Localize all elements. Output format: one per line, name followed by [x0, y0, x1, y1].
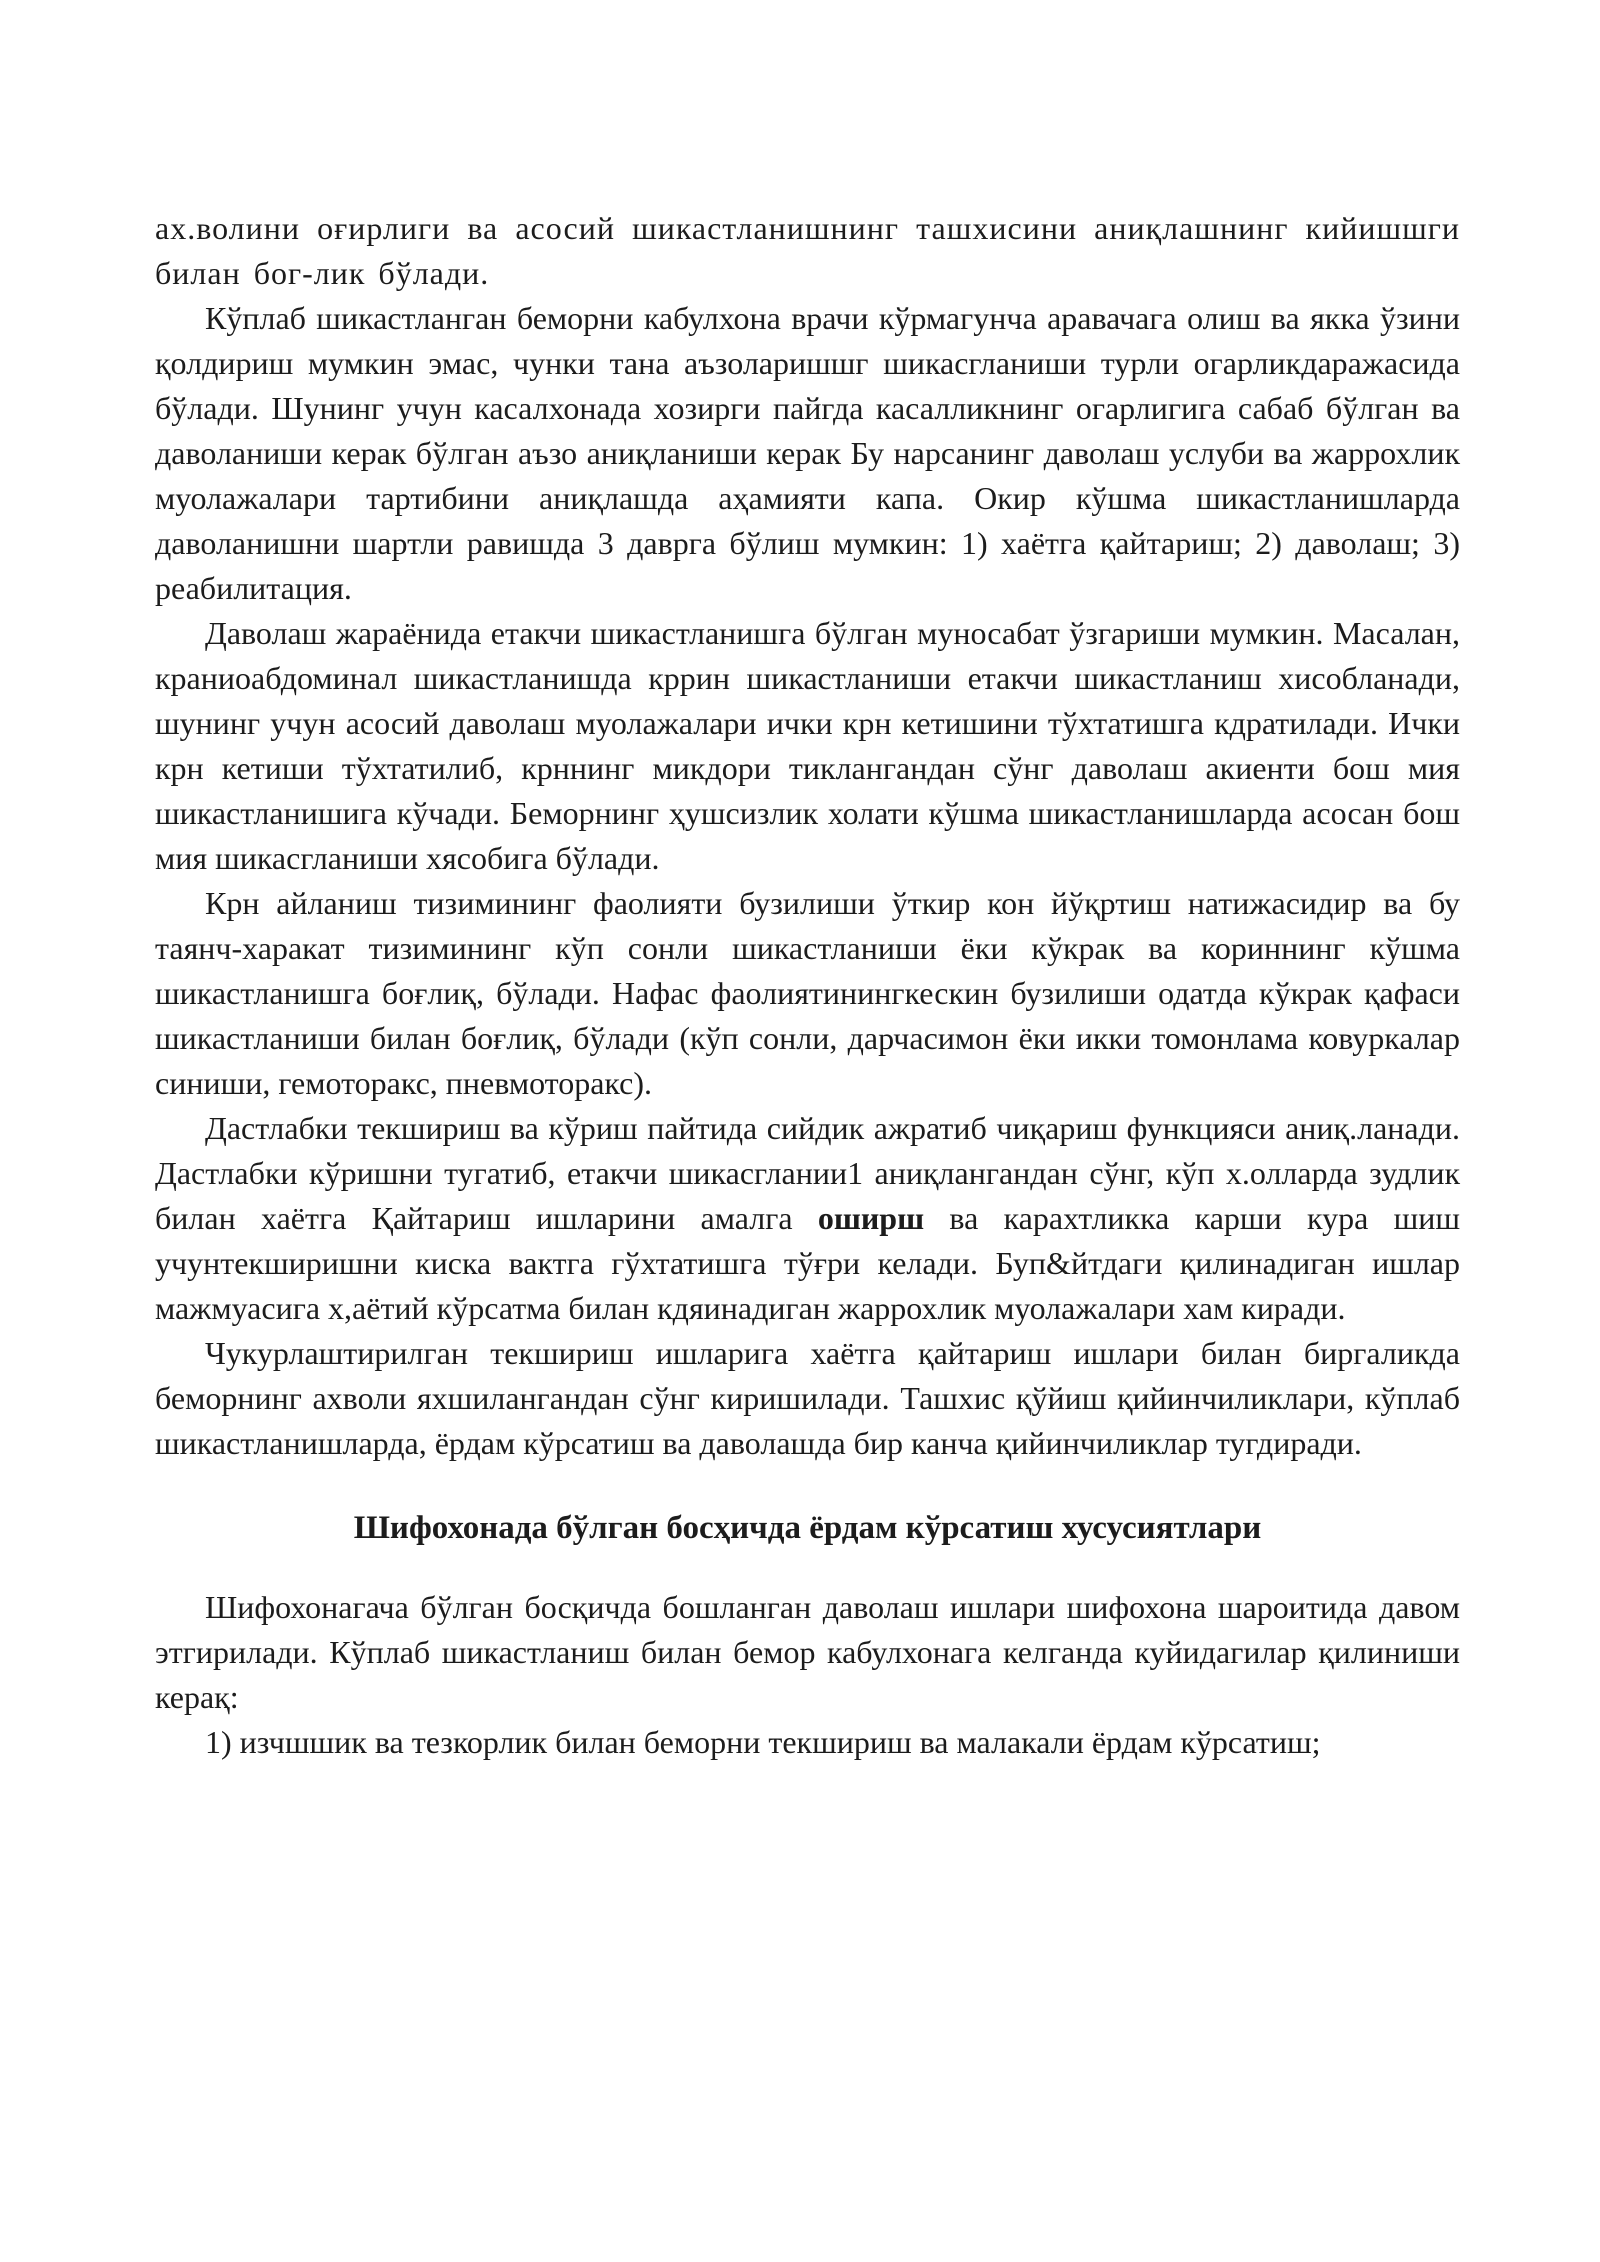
paragraph-1: ах.волини оғирлиги ва асосий шикастланишнинг ташхисини аниқлашнинг кийишшги билан бог-лик бўлади. — [155, 210, 1460, 291]
section-heading: Шифохонада бўлган босҳичда ёрдам кўрсатиш хусусиятлари — [353, 1510, 1262, 1546]
paragraph-5-text-b: ва карахтликка карши кура шиш учунтекширишни киска вактга гўхтатишга тўғри келади. Буп&йтдаги қилинадиган ишлар мажмуасига х,аётий кўрсатма билан кдяинадиган жаррохлик муолажалари хам киради. — [155, 1200, 1461, 1326]
paragraph-6: Чукурлаштирилган текшириш ишларига хаётга қайтариш ишлари билан биргаликда беморнинг ахволи яхшилангандан сўнг киришилади. Ташхис қўйиш қийинчиликлари, кўплаб шикастланишларда, ёрдам кўрсатиш ва даволашда бир канча қийинчиликлар тугдиради. — [155, 1335, 1460, 1461]
paragraph-8: 1) изчшшик ва тезкорлик билан беморни текшириш ва малакали ёрдам кўрсатиш; — [205, 1724, 1321, 1760]
paragraph-5-text-a: Дастлабки текшириш ва кўриш пайтида сийдик ажратиб чиқариш функцияси аниқ.ланади. Дастлабки кўришни тугатиб, етакчи шикасглании1 аниқлангандан сўнг, кўп х.олларда зудлик билан хаётга Қайтариш ишларини амалга — [155, 1110, 1460, 1236]
paragraph-5-bold-word: оширш — [817, 1200, 925, 1236]
paragraph-2: Кўплаб шикастланган беморни кабулхона врачи кўрмагунча аравачага олиш ва якка ўзини қолдириш мумкин эмас, чунки тана аъзоларишшг шикасгланиши турли огарликдаражасида бўлади. Шунинг учун касалхонада хозирги пайгда касалликнинг огарлигига сабаб бўлган ва даволаниши керак бўлган аъзо аниқланиши керак Бу нарсанинг даволаш услуби ва жаррохлик муолажалари тартибини аниқлашда аҳамияти капа. Окир кўшма шикастланишларда даволанишни шартли равишда 3 даврга бўлиш мумкин: 1) хаётга қайтариш; 2) даволаш; 3) реабилитация. — [155, 300, 1460, 606]
document-page — [155, 206, 1460, 1765]
paragraph-4: Крн айланиш тизимининг фаолияти бузилиши ўткир кон йўқртиш натижасидир ва бу таянч-харакат тизимининг кўп сонли шикастланиши ёки кўкрак ва кориннинг кўшма шикастланишга боғлиқ, бўлади. Нафас фаолиятинингкескин бузилиши одатда кўкрак қафаси шикастланиши билан боғлиқ, бўлади (кўп сонли, дарчасимон ёки икки томонлама ковуркалар синиши, гемоторакс, пневмоторакс). — [155, 885, 1460, 1101]
paragraph-3: Даволаш жараёнида етакчи шикастланишга бўлган муносабат ўзгариши мумкин. Масалан, краниоабдоминал шикастланишда кррин шикастланиши етакчи шикастланиш хисобланади, шунинг учун асосий даволаш муолажалари ички крн кетишини тўхтатишга кдратилади. Ички крн кетиши тўхтатилиб, крннинг микдори тиклангандан сўнг даволаш акиенти бош мия шикастланишига кўчади. Беморнинг ҳушсизлик холати кўшма шикастланишларда асосан бош мия шикасгланиши хясобига бўлади. — [155, 615, 1460, 876]
paragraph-7: Шифохонагача бўлган босқичда бошланган даволаш ишлари шифохона шароитида давом этгирилади. Кўплаб шикастланиш билан бемор кабулхонага келганда куйидагилар қилиниши керақ: — [155, 1589, 1460, 1715]
paragraph-5 — [155, 1106, 1460, 1331]
